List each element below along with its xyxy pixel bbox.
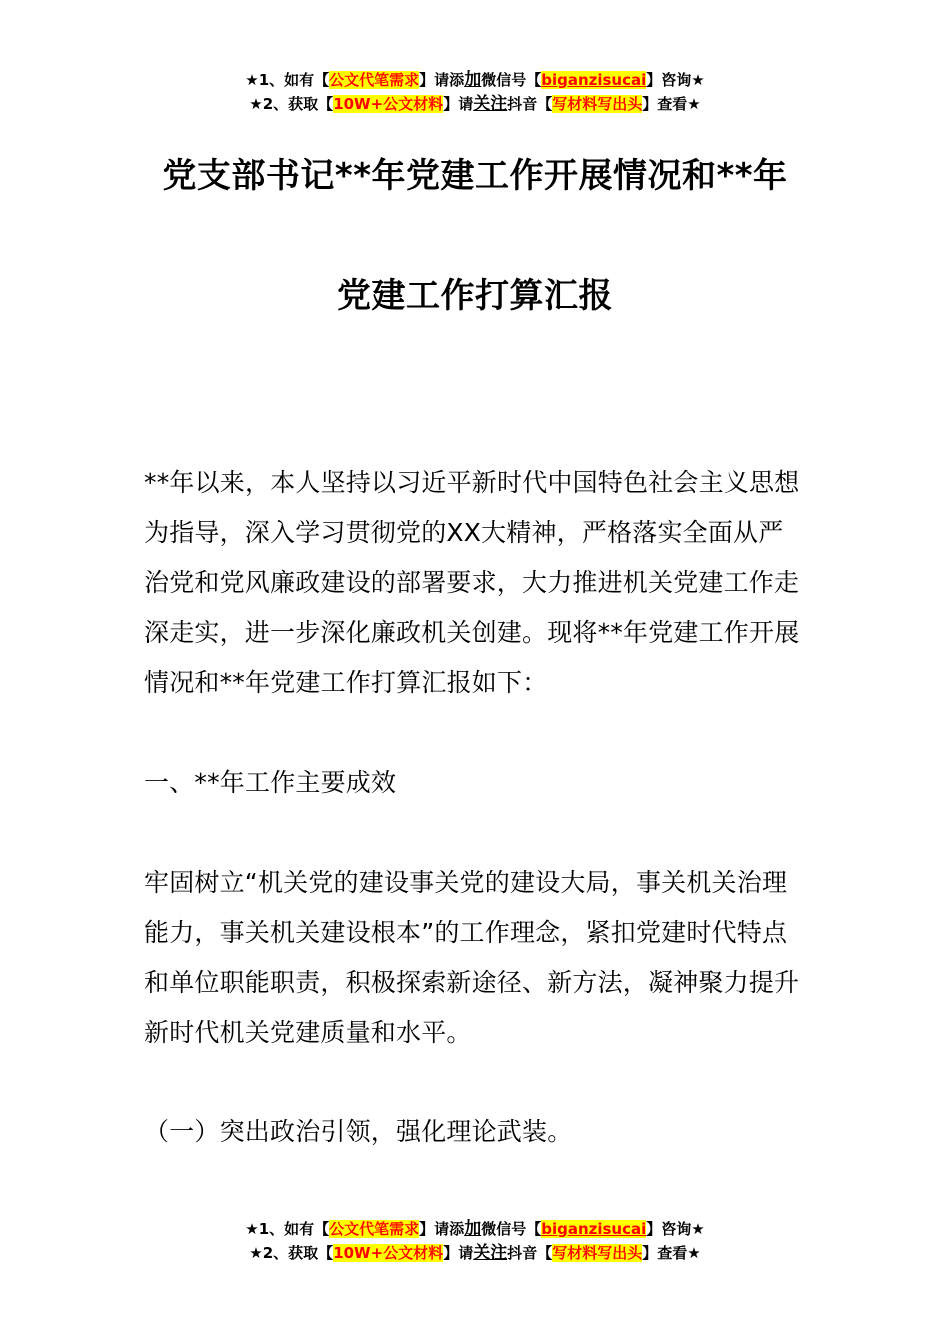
ad-highlight: 公文代笔需求: [329, 71, 420, 89]
ad-emphasis: 加: [464, 70, 482, 90]
ad-text: ★1、如有【: [245, 71, 330, 89]
ad-banner-top: [0, 68, 950, 116]
wechat-id-link[interactable]: biganzisucai: [541, 1220, 647, 1238]
ad-text: 抖音【: [507, 95, 553, 113]
ad-text: 微信号【: [481, 1220, 542, 1238]
ad-text: 】咨询★: [646, 71, 705, 89]
douyin-account-highlight: 写材料写出头: [552, 95, 643, 113]
ad-text: ★2、获取【: [249, 1244, 334, 1262]
section-heading-1: 一、**年工作主要成效: [144, 768, 397, 797]
ad-text: 】请: [443, 1244, 474, 1262]
ad-text: 】请添: [419, 71, 465, 89]
ad-emphasis: 关注: [473, 94, 508, 114]
document-title-line-2: 党建工作打算汇报: [337, 276, 613, 316]
ad-text: 】查看★: [642, 95, 701, 113]
ad-text: 】咨询★: [646, 1220, 705, 1238]
ad-text: ★1、如有【: [245, 1220, 330, 1238]
ad-line-2: [0, 92, 950, 116]
ad-highlight: 公文代笔需求: [329, 1220, 420, 1238]
ad-emphasis: 关注: [473, 1243, 508, 1263]
ad-line-2: [0, 1241, 950, 1265]
ad-emphasis: 加: [464, 1219, 482, 1239]
ad-text: 】请: [443, 95, 474, 113]
ad-highlight: 10W+公文材料: [333, 1244, 444, 1262]
ad-text: 抖音【: [507, 1244, 553, 1262]
ad-text: ★2、获取【: [249, 95, 334, 113]
ad-line-1: [0, 68, 950, 92]
ad-banner-bottom: [0, 1217, 950, 1265]
document-title-line-1: 党支部书记**年党建工作开展情况和**年: [162, 156, 788, 196]
douyin-account-highlight: 写材料写出头: [552, 1244, 643, 1262]
intro-paragraph: **年以来，本人坚持以习近平新时代中国特色社会主义思想为指导，深入学习贯彻党的XX大精神，严格落实全面从严治党和党风廉政建设的部署要求，大力推进机关党建工作走深走实，进一步深化廉政机关创建。现将**年党建工作开展情况和**年党建工作打算汇报如下：: [144, 468, 800, 697]
ad-text: 微信号【: [481, 71, 542, 89]
ad-text: 】查看★: [642, 1244, 701, 1262]
wechat-id-link[interactable]: biganzisucai: [541, 71, 647, 89]
subsection-heading-1: （一）突出政治引领，强化理论武装。: [144, 1117, 573, 1146]
ad-highlight: 10W+公文材料: [333, 95, 444, 113]
ad-text: 】请添: [419, 1220, 465, 1238]
section-paragraph: 牢固树立“机关党的建设事关党的建设大局，事关机关治理能力，事关机关建设根本”的工作理念，紧扣党建时代特点和单位职能职责，积极探索新途径、新方法，凝神聚力提升新时代机关党建质量和水平。: [144, 868, 800, 1047]
ad-line-1: [0, 1217, 950, 1241]
